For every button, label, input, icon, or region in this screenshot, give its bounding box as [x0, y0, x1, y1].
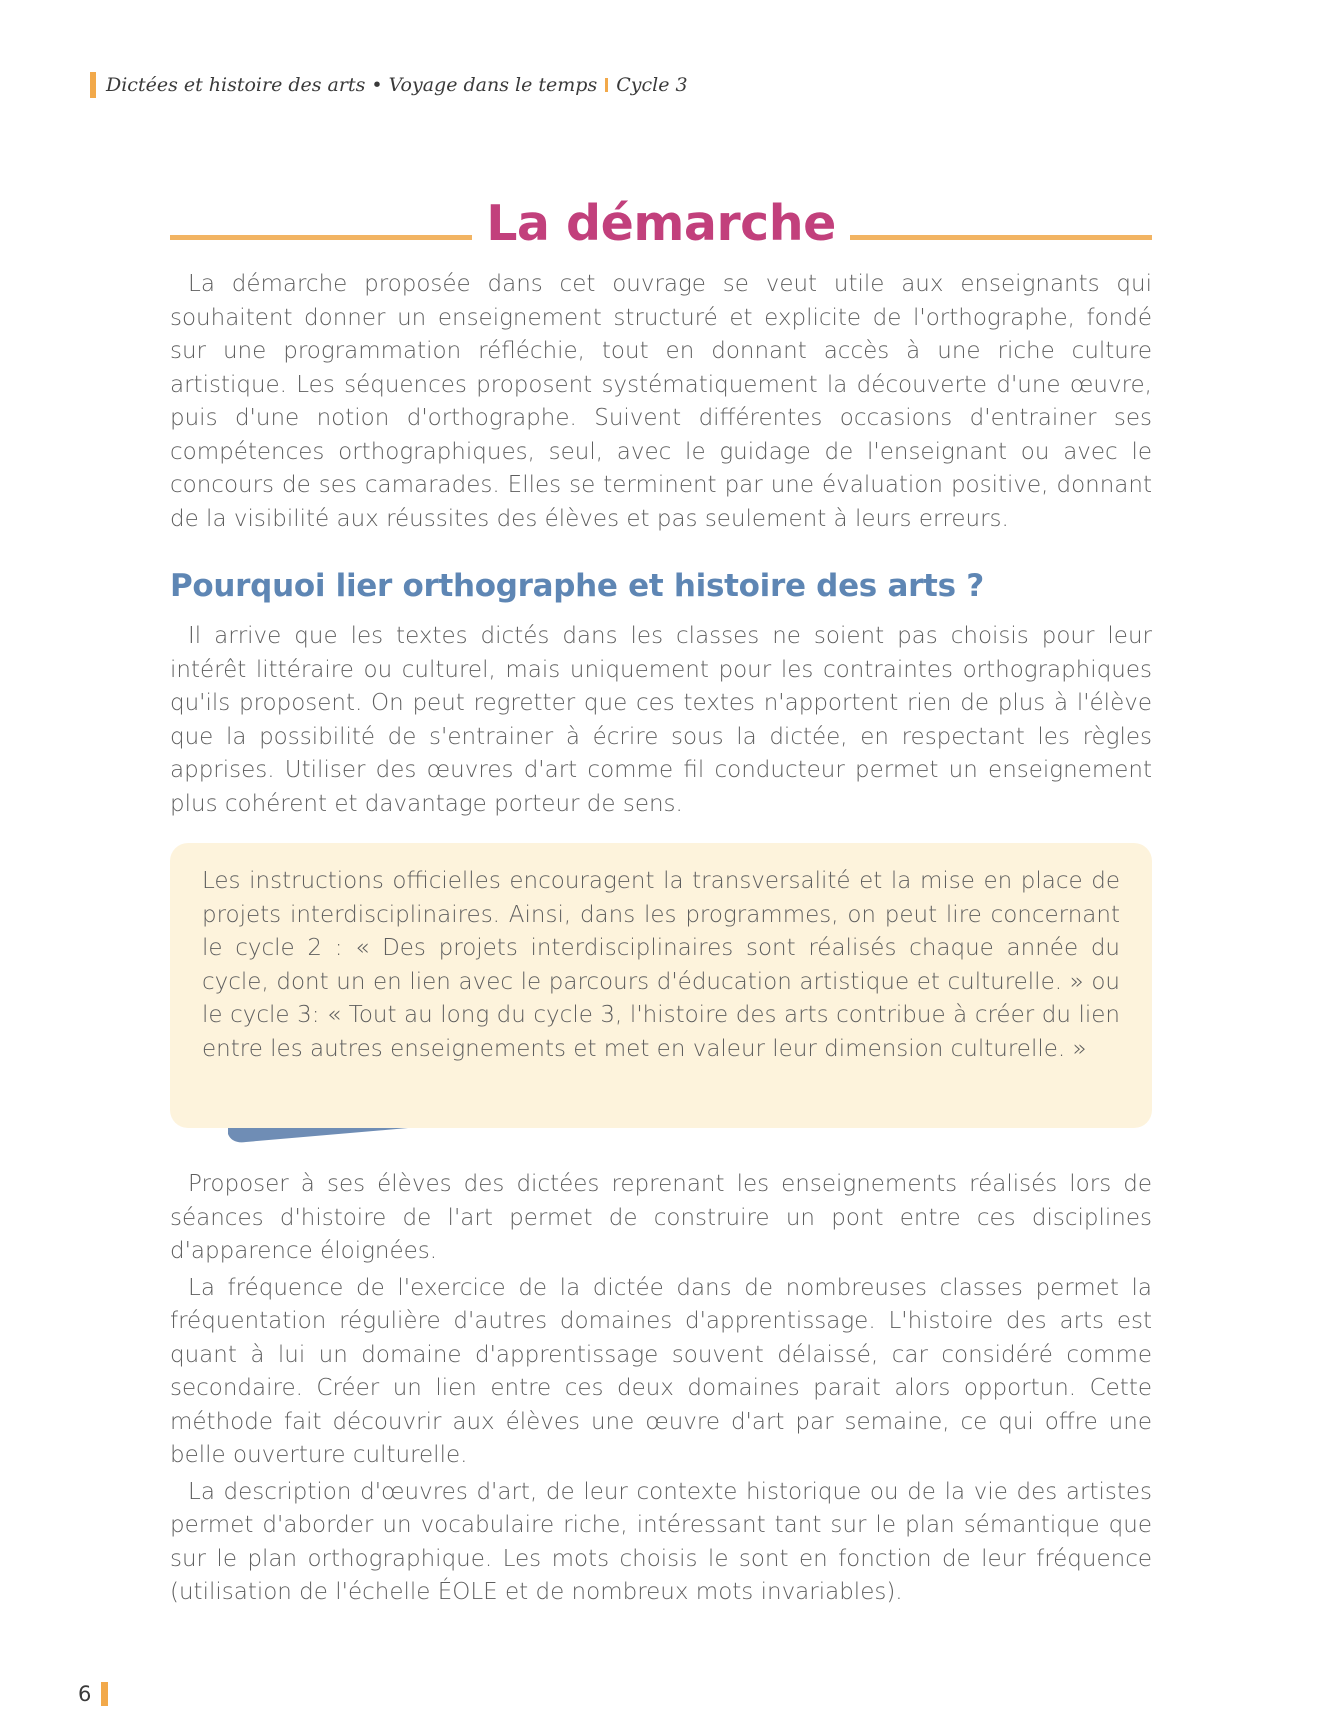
- intro-text: [170, 268, 1152, 536]
- page-number-footer: [78, 1682, 108, 1706]
- section-heading: Pourquoi lier orthographe et histoire des arts ?: [170, 568, 984, 604]
- section2-paragraph: La description d'œuvres d'art, de leur contexte historique ou de la vie des artistes permet d'aborder un vocabulaire riche, intéressant tant sur le plan sémantique que sur le plan orthographique. Les mots choisis le sont en fonction de leur fréquence (utilisation de l'échelle ÉOLE et de nombreux mots invariables).: [170, 1478, 1152, 1605]
- section1-paragraph: Il arrive que les textes dictés dans les classes ne soient pas choisis pour leur intérêt littéraire ou culturel, mais uniquement pour les contraintes orthographiques qu'ils proposent. On peut regretter que ces textes n'apportent rien de plus à l'élève que la possibilité de s'entrainer à écrire sous la dictée, en respectant les règles apprises. Utiliser des œuvres d'art comme fil conducteur permet un enseignement plus cohérent et davantage porteur de sens.: [170, 623, 1152, 817]
- section2-text: [170, 1168, 1152, 1610]
- header-cycle: Cycle 3: [616, 74, 688, 96]
- header-book-title: Dictées et histoire des arts: [106, 74, 366, 96]
- section2-paragraph: La fréquence de l'exercice de la dictée dans de nombreuses classes permet la fréquentation régulière d'autres domaines d'apprentissage. L'histoire des arts est quant à lui un domaine d'apprentissage souvent délaissé, car considéré comme secondaire. Créer un lien entre ces deux domaines parait alors opportun. Cette méthode fait découvrir aux élèves une œuvre d'art par semaine, ce qui offre une belle ouverture culturelle.: [170, 1274, 1152, 1468]
- quote-text: Les instructions officielles encouragent la transversalité et la mise en place de projets interdisciplinaires. Ainsi, dans les programmes, on peut lire concernant le cycle 2 : « Des projets interdisciplinaires sont réalisés chaque année du cycle, dont un en lien avec le parcours d'éducation artistique et culturelle. » ou le cycle 3: « Tout au long du cycle 3, l'histoire des arts contribue à créer du lien entre les autres enseignements et met en valeur leur dimension culturelle. »: [202, 868, 1120, 1062]
- quote-tail-shape: [228, 1128, 408, 1142]
- quote-box: [170, 843, 1152, 1128]
- section2-paragraph: Proposer à ses élèves des dictées reprenant les enseignements réalisés lors de séances d'histoire de l'art permet de construire un pont entre ces disciplines d'apparence éloignées.: [170, 1171, 1152, 1264]
- footer-accent-bar: [101, 1682, 108, 1706]
- header-subtitle: Voyage dans le temps: [388, 74, 598, 96]
- page-title: La démarche: [486, 194, 836, 252]
- running-header: [90, 72, 688, 98]
- title-rule-left: [170, 235, 472, 240]
- title-rule-right: [850, 235, 1152, 240]
- header-divider: [605, 78, 608, 92]
- intro-paragraph: La démarche proposée dans cet ouvrage se veut utile aux enseignants qui souhaitent donner un enseignement structuré et explicite de l'orthographe, fondé sur une programmation réfléchie, tout en donnant accès à une riche culture artistique. Les séquences proposent systématiquement la découverte d'une œuvre, puis d'une notion d'orthographe. Suivent différentes occasions d'entrainer ses compétences orthographiques, seul, avec le guidage de l'enseignant ou avec le concours de ses camarades. Elles se terminent par une évaluation positive, donnant de la visibilité aux réussites des élèves et pas seulement à leurs erreurs.: [170, 271, 1152, 532]
- section1-text: [170, 620, 1152, 821]
- header-accent-bar: [90, 72, 96, 98]
- header-separator: •: [371, 74, 383, 96]
- page-title-row: [170, 188, 1152, 258]
- page-number: 6: [78, 1682, 92, 1706]
- quote-box-tail: [228, 1128, 408, 1144]
